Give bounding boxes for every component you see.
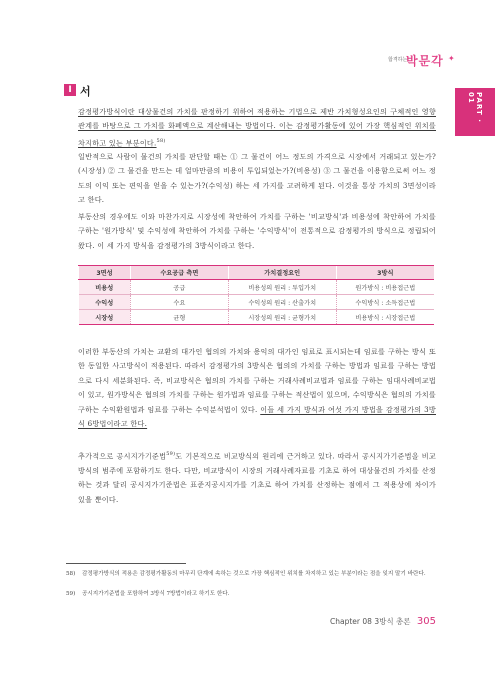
table-cell: 비용성 (79, 280, 131, 295)
table-row (79, 280, 435, 295)
paragraph-4-text: 이러한 부동산의 가치는 교환의 대가인 협의의 가치와 용익의 대가인 임료로 표시되는데 임료를 구하는 방식 또한 동일한 사고방식이 적용된다. 따라서 감정평가의 3방식은 협의의 가치를 구하는 방법과 임료를 구하는 방법으로 다시 세분화된다. 즉, 비교방식은 협의의 가치를 구하는 거래사례비교법과 임료를 구하는 임대사례비교법이 있고, 원가방식은 협의의 가치를 구하는 원가법과 임료를 구하는 적산법이 있으며, 수익방식은 협의의 가치를 구하는 수익환원법과 임료를 구하는 수익분석법이 있다. (78, 347, 436, 414)
table-header-cell: 3방식 (336, 266, 434, 280)
publisher-logo (388, 52, 464, 74)
paragraph-2-text: 일반적으로 사람이 물건의 가치를 판단할 때는 ① 그 물건이 어느 정도의 가격으로 시장에서 거래되고 있는가?(시장성) ② 그 물건을 만드는 데 얼마만큼의 비용이 투입되었는가?(비용성) ③ 그 물건을 이용함으로써 어느 정도의 이익 또는 편익을 얻을 수 있는가?(수익성) 하는 세 가지를 고려하게 된다. 이것을 통상 가치의 3면성이라고 한다. (78, 152, 436, 205)
paragraph-5-text-b: 도 기본적으로 비교방식의 원리에 근거하고 있다. 따라서 공시지가기준법을 비교방식의 범주에 포함하기도 한다. 다만, 비교방식이 시장의 거래사례자료를 기초로 하여 대상물건의 가치를 산정하는 것과 달리 공시지가기준법은 표준지공시지가를 기초로 하여 가치를 산정하는 점에서 그 적용상에 차이가 있을 뿐이다. (78, 451, 436, 504)
paragraph-4-underlined: 이들 세 가지 방식과 여섯 가지 방법을 감정평가의 3방식 6방법이라고 한다. (78, 404, 436, 429)
footnote-number: 59) (66, 591, 76, 597)
paragraph-1 (78, 105, 436, 151)
section-number: I (64, 84, 76, 96)
page-number: 305 (416, 616, 436, 627)
table-header-cell: 3면성 (79, 266, 131, 280)
part-tab-label: PART · 01 (467, 92, 483, 123)
section-title: 서 (80, 85, 91, 98)
table-cell: 수익성 (79, 295, 131, 310)
footnote-ref-59: 59) (166, 451, 176, 457)
footnote-number: 58) (66, 571, 76, 577)
footer-chapter: Chapter 08 (330, 617, 372, 626)
table-cell: 시장성 (79, 310, 131, 325)
footnote-58 (66, 570, 438, 579)
paragraph-5 (78, 447, 436, 507)
table-header-cell: 가치결정요인 (228, 266, 336, 280)
table-header-cell: 수요공급 측면 (130, 266, 228, 280)
table-row (79, 295, 435, 310)
table-cell: 수익방식 : 소득접근법 (336, 295, 434, 310)
table-cell: 비용성의 원리 : 투입가치 (228, 280, 336, 295)
table-cell: 비용방식 : 시장접근법 (336, 310, 434, 325)
star-icon: ✦ (448, 54, 455, 63)
table-cell: 공급 (130, 280, 228, 295)
footer-title: 3방식 총론 (374, 617, 411, 626)
paragraph-4 (78, 345, 436, 431)
footnote-ref-58: 58) (156, 137, 166, 144)
table-cell: 시장성의 원리 : 균형가치 (228, 310, 336, 325)
table-cell: 원가방식 : 비용접근법 (336, 280, 434, 295)
footnote-divider (66, 563, 186, 564)
paragraph-3 (78, 210, 436, 253)
page-footer (330, 616, 436, 627)
footnote-text: 공시지가기준법을 포함하여 3방식 7방법이라고 하기도 한다. (82, 591, 230, 597)
footnote-59 (66, 590, 438, 599)
table-row (79, 310, 435, 325)
part-tab (455, 88, 495, 136)
paragraph-3-text: 부동산의 경우에도 이와 마찬가지로 시장성에 착안하여 가치를 구하는 '비교방식'과 비용성에 착안하여 가치를 구하는 '원가방식' 및 수익성에 착안하여 가치를 구하는 '수익방식'이 전통적으로 감정평가의 방식으로 정립되어 왔다. 이 세 가지 방식을 감정평가의 3방식이라고 한다. (78, 212, 436, 250)
paragraph-2 (78, 150, 436, 208)
table-header-row (79, 266, 435, 280)
table-cell: 균형 (130, 310, 228, 325)
three-methods-table (78, 265, 434, 325)
footnote-text: 감정평가방식의 적용은 감정평가활동의 마무리 단계에 속하는 것으로 가장 핵심적인 위치를 차지하고 있는 부분이라는 점을 잊지 말기 바란다. (82, 571, 426, 577)
paragraph-5-text-a: 추가적으로 공시지가기준법 (78, 451, 167, 461)
table-cell: 수익성의 원리 : 산출가치 (228, 295, 336, 310)
logo-small-text: 합격하는 (388, 57, 408, 63)
table-cell: 수요 (130, 295, 228, 310)
logo-brand-text: 박문각 (406, 54, 444, 68)
paragraph-1-text: 감정평가방식이란 대상물건의 가치를 판정하기 위하여 적용하는 기법으로 제반 가치형성요인의 구체적인 영향관계를 바탕으로 그 가치를 화폐액으로 계산해내는 방법이다. 이는 감정평가활동에 있어 가장 핵심적인 위치를 차지하고 있는 부분이다. (78, 107, 436, 148)
